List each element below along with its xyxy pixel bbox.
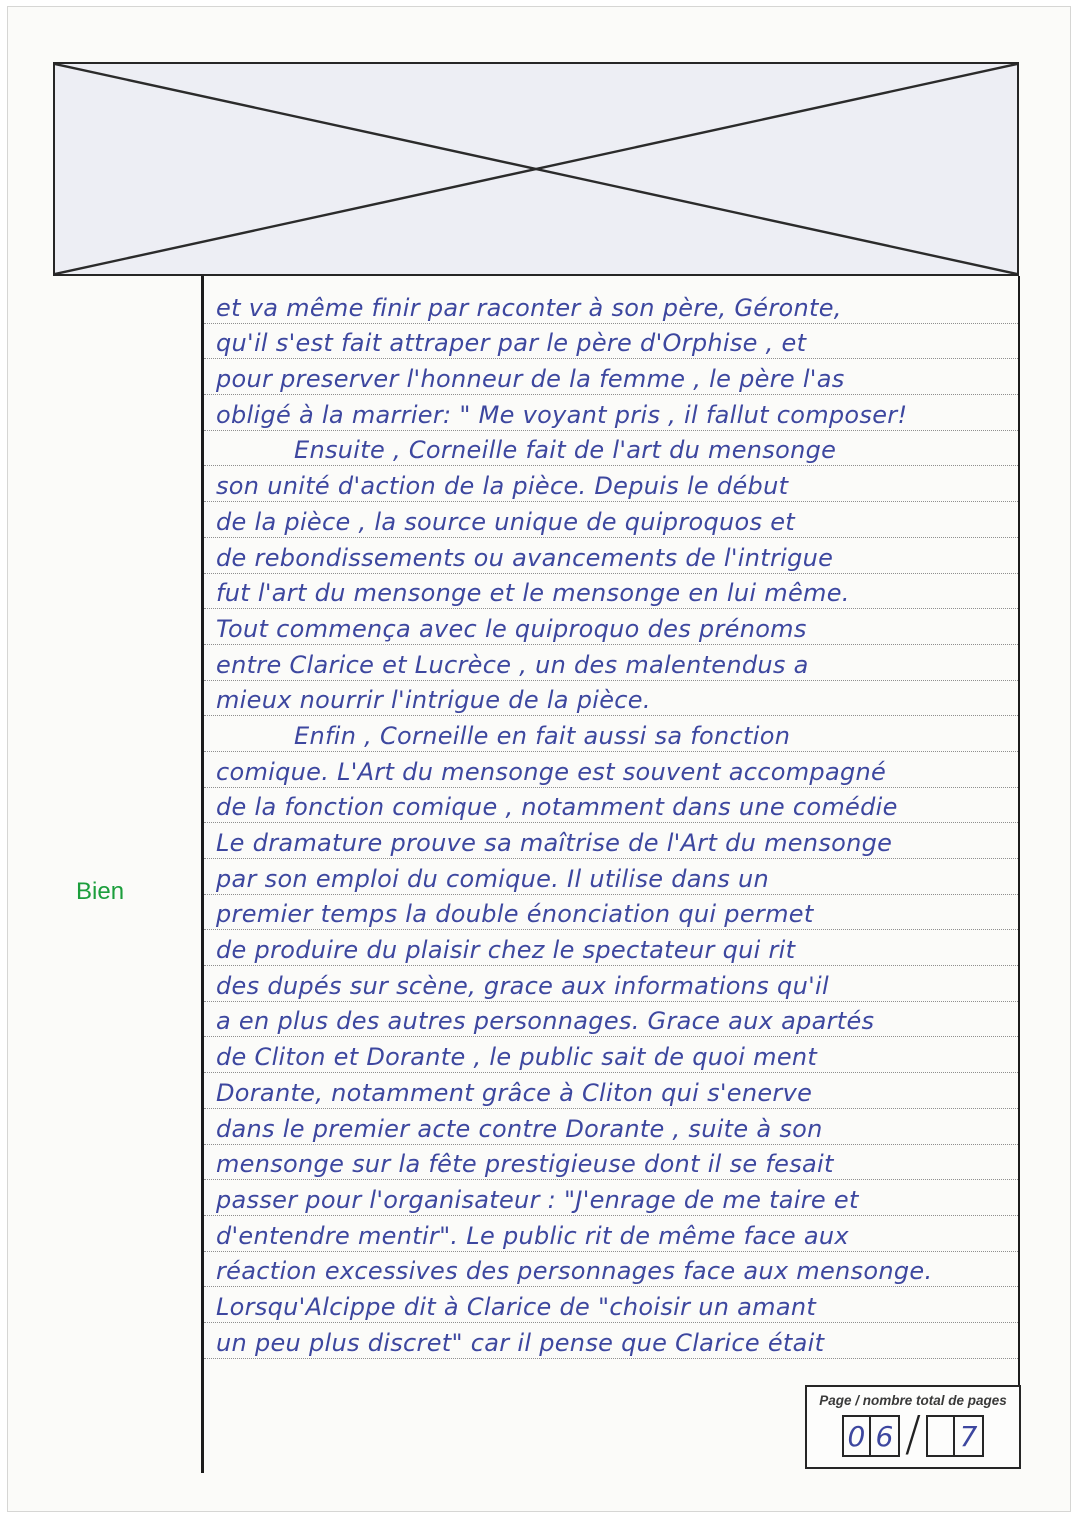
handwritten-line: Le dramature prouve sa maîtrise de l'Art du mensonge — [204, 823, 1018, 859]
handwritten-line: entre Clarice et Lucrèce , un des malentendus a — [204, 645, 1018, 681]
anonymization-box — [53, 62, 1019, 276]
handwritten-line: pour preserver l'honneur de la femme , le père l'as — [204, 359, 1018, 395]
handwritten-line: réaction excessives des personnages face aux mensonge. — [204, 1252, 1018, 1288]
handwritten-line: des dupés sur scène, grace aux informations qu'il — [204, 966, 1018, 1002]
handwritten-line: son unité d'action de la pièce. Depuis le début — [204, 466, 1018, 502]
handwritten-line: Dorante, notamment grâce à Cliton qui s'enerve — [204, 1073, 1018, 1109]
handwritten-line: Tout commença avec le quiproquo des prénoms — [204, 609, 1018, 645]
handwritten-line: dans le premier acte contre Dorante , suite à son — [204, 1109, 1018, 1145]
handwritten-line: Ensuite , Corneille fait de l'art du mensonge — [204, 431, 1018, 467]
handwritten-line: comique. L'Art du mensonge est souvent accompagné — [204, 752, 1018, 788]
handwritten-essay — [204, 288, 1018, 1359]
page-digit-cell: 0 — [842, 1415, 871, 1457]
handwritten-line: de rebondissements ou avancements de l'intrigue — [204, 538, 1018, 574]
handwritten-line: de la fonction comique , notamment dans une comédie — [204, 788, 1018, 824]
handwritten-line: par son emploi du comique. Il utilise dans un — [204, 859, 1018, 895]
page-digit-group — [842, 1415, 900, 1457]
handwritten-line: fut l'art du mensonge et le mensonge en lui même. — [204, 574, 1018, 610]
page-separator: / — [904, 1406, 922, 1462]
page-digit-cell: 6 — [871, 1415, 900, 1457]
handwritten-line: obligé à la marrier: " Me voyant pris , il fallut composer! — [204, 395, 1018, 431]
handwritten-line: passer pour l'organisateur : "J'enrage de me taire et — [204, 1180, 1018, 1216]
handwritten-line: de Cliton et Dorante , le public sait de quoi ment — [204, 1037, 1018, 1073]
handwritten-line: mensonge sur la fête prestigieuse dont il se fesait — [204, 1145, 1018, 1181]
handwritten-line: mieux nourrir l'intrigue de la pièce. — [204, 681, 1018, 717]
handwritten-line: de la pièce , la source unique de quiproquos et — [204, 502, 1018, 538]
right-border-line — [1018, 276, 1020, 1387]
crossed-out-x — [55, 64, 1017, 274]
grader-annotation: Bien — [76, 878, 125, 905]
page-number-box — [805, 1385, 1021, 1469]
handwritten-line: Enfin , Corneille en fait aussi sa fonction — [204, 716, 1018, 752]
total-digit-group — [926, 1415, 984, 1457]
handwritten-line: a en plus des autres personnages. Grace aux apartés — [204, 1002, 1018, 1038]
total-digit-cell: 7 — [955, 1415, 984, 1457]
handwritten-line: et va même finir par raconter à son père, Géronte, — [204, 288, 1018, 324]
handwritten-line: de produire du plaisir chez le spectateur qui rit — [204, 930, 1018, 966]
page-number-digits — [807, 1406, 1019, 1462]
page-number-label: Page / nombre total de pages — [819, 1393, 1007, 1408]
total-digit-cell — [926, 1415, 955, 1457]
handwritten-line: premier temps la double énonciation qui permet — [204, 895, 1018, 931]
handwritten-line: un peu plus discret" car il pense que Clarice était — [204, 1323, 1018, 1359]
handwritten-line: qu'il s'est fait attraper par le père d'Orphise , et — [204, 324, 1018, 360]
handwritten-line: d'entendre mentir". Le public rit de même face aux — [204, 1216, 1018, 1252]
handwritten-line: Lorsqu'Alcippe dit à Clarice de "choisir un amant — [204, 1287, 1018, 1323]
